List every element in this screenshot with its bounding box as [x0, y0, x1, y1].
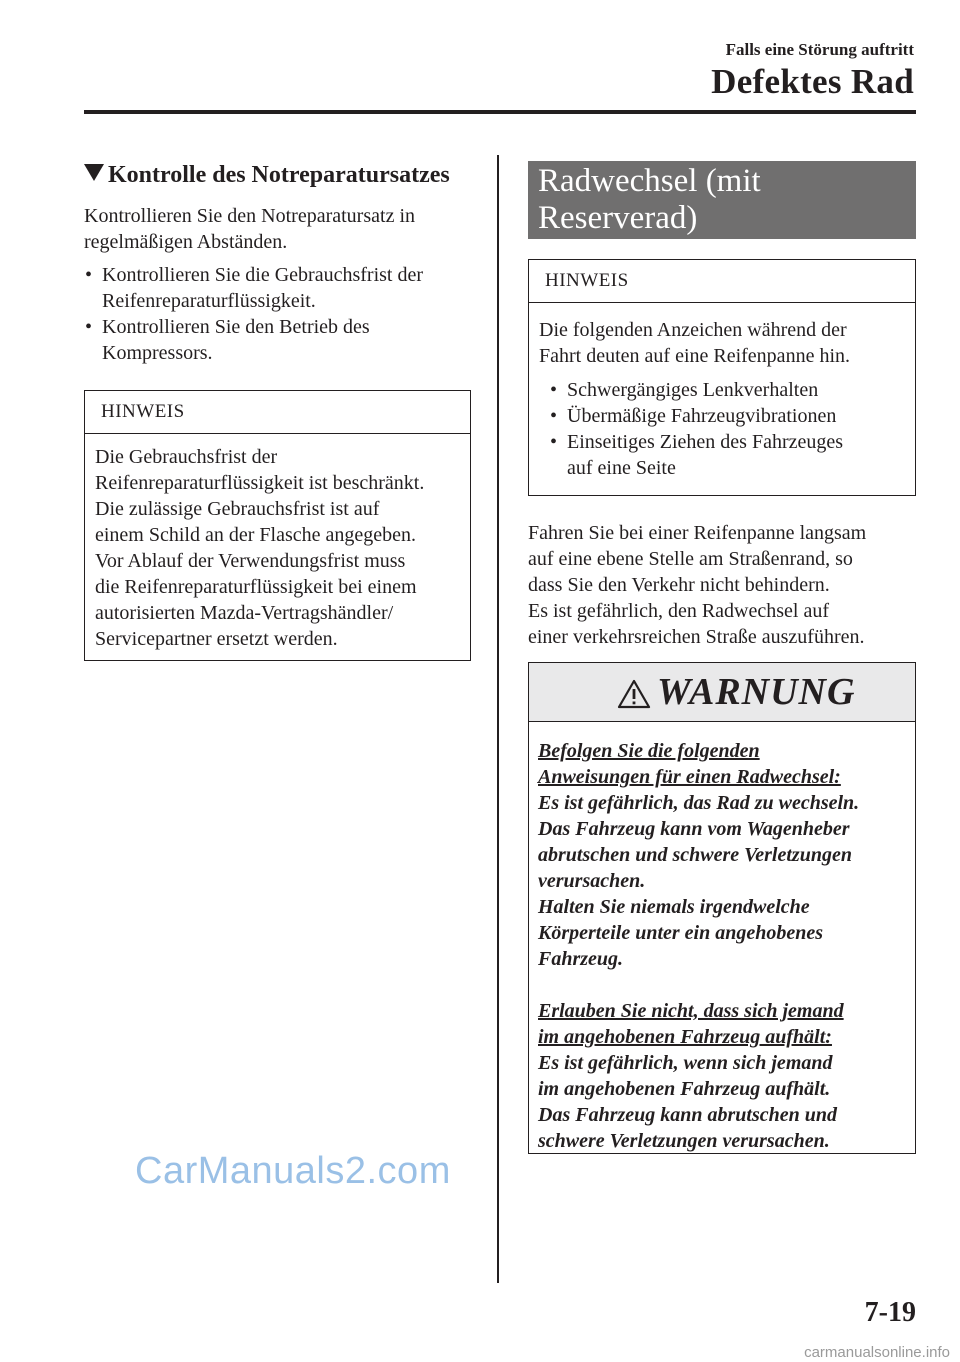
page-number: 7-19 — [864, 1297, 916, 1328]
text-line: autorisierten Mazda-Vertragshändler/ — [95, 602, 394, 624]
text-line: Servicepartner ersetzt werden. — [95, 628, 338, 650]
list-item — [545, 403, 915, 429]
list-item — [545, 429, 915, 481]
symptom-list — [539, 377, 915, 481]
footer-site-link[interactable]: carmanualsonline.info — [804, 1344, 950, 1361]
text-line: einem Schild an der Flasche angegeben. — [95, 524, 416, 546]
watermark: CarManuals2.com — [135, 1150, 451, 1192]
text-line: Reifenreparaturflüssigkeit. — [102, 290, 316, 312]
text-line: Übermäßige Fahrzeugvibrationen — [567, 405, 837, 427]
text-line: Kompressors. — [102, 342, 213, 364]
text-line: einer verkehrsreichen Straße auszuführen. — [528, 626, 865, 648]
list-item — [545, 377, 915, 403]
warning-subheading: Befolgen Sie die folgenden — [538, 740, 760, 762]
warning-subheading: im angehobenen Fahrzeug aufhält: — [538, 1026, 832, 1048]
text-line: Schwergängiges Lenkverhalten — [567, 379, 819, 401]
text-line: Es ist gefährlich, wenn sich jemand — [538, 1052, 833, 1074]
text-line: Kontrollieren Sie den Notreparatursatz in — [84, 205, 415, 227]
text-line: Einseitiges Ziehen des Fahrzeuges — [567, 431, 844, 453]
intro-paragraph — [84, 203, 484, 255]
text-line: Vor Ablauf der Verwendungsfrist muss — [95, 550, 406, 572]
text-line: abrutschen und schwere Verletzungen — [538, 844, 852, 866]
text-line: Es ist gefährlich, das Rad zu wechseln. — [538, 792, 860, 814]
warning-body — [529, 722, 915, 1154]
section-heading — [84, 162, 484, 189]
text-line: schwere Verletzungen verursachen. — [538, 1130, 830, 1152]
text-line: Die Gebrauchsfrist der — [95, 446, 278, 468]
list-item — [80, 262, 480, 314]
bullet-icon: • — [550, 379, 558, 401]
text-line: Fahrzeug. — [538, 948, 624, 970]
section-banner — [528, 161, 916, 239]
chapter-title: Defektes Rad — [711, 62, 914, 101]
body-paragraph — [528, 520, 918, 650]
text-line: Die folgenden Anzeichen während der — [539, 319, 847, 341]
text-line: Körperteile unter ein angehobenes — [538, 922, 824, 944]
text-line: Kontrollieren Sie die Gebrauchsfrist der — [102, 264, 424, 286]
paragraph-gap — [538, 972, 915, 998]
text-line: Kontrollieren Sie den Betrieb des — [102, 316, 370, 338]
text-line: dass Sie den Verkehr nicht behindern. — [528, 574, 830, 596]
note-body — [85, 434, 470, 652]
text-line: Reifenreparaturflüssigkeit ist beschränkt. — [95, 472, 425, 494]
note-title: HINWEIS — [529, 260, 915, 303]
text-line: die Reifenreparaturflüssigkeit bei einem — [95, 576, 417, 598]
warning-triangle-icon — [617, 679, 651, 709]
note-box — [528, 259, 916, 496]
header-rule — [84, 110, 916, 114]
chapter-subtitle: Falls eine Störung auftritt — [725, 40, 914, 59]
warning-header — [529, 663, 915, 722]
text-line: Die zulässige Gebrauchsfrist ist auf — [95, 498, 380, 520]
list-item — [80, 314, 480, 366]
bullet-icon: • — [550, 431, 558, 453]
warning-box — [528, 662, 916, 1154]
text-line: regelmäßigen Abständen. — [84, 231, 288, 253]
text-line: Fahren Sie bei einer Reifenpanne langsam — [528, 522, 867, 544]
check-list — [80, 262, 480, 366]
note-title: HINWEIS — [85, 391, 470, 434]
warning-subheading: Anweisungen für einen Radwechsel: — [538, 766, 841, 788]
text-line: Es ist gefährlich, den Radwechsel auf — [528, 600, 830, 622]
text-line: Das Fahrzeug kann vom Wagenheber — [538, 818, 850, 840]
text-line: im angehobenen Fahrzeug aufhält. — [538, 1078, 831, 1100]
text-line: Das Fahrzeug kann abrutschen und — [538, 1104, 837, 1126]
bullet-icon: • — [85, 316, 93, 338]
text-line: Halten Sie niemals irgendwelche — [538, 896, 810, 918]
triangle-bullet-icon — [84, 164, 104, 181]
banner-line: Reserverad) — [538, 200, 698, 236]
text-line: Fahrt deuten auf eine Reifenpanne hin. — [539, 345, 850, 367]
banner-line: Radwechsel (mit — [538, 163, 761, 199]
text-line: auf eine Seite — [567, 457, 676, 479]
section-heading-text: Kontrolle des Notreparatursatzes — [108, 162, 450, 188]
bullet-icon: • — [85, 264, 93, 286]
text-line: auf eine ebene Stelle am Straßenrand, so — [528, 548, 853, 570]
warning-subheading: Erlauben Sie nicht, dass sich jemand — [538, 1000, 844, 1022]
text-line: verursachen. — [538, 870, 646, 892]
bullet-icon: • — [550, 405, 558, 427]
note-box — [84, 390, 471, 661]
note-body — [529, 303, 915, 481]
warning-title: WARNUNG — [657, 671, 856, 713]
column-divider — [497, 155, 499, 1283]
